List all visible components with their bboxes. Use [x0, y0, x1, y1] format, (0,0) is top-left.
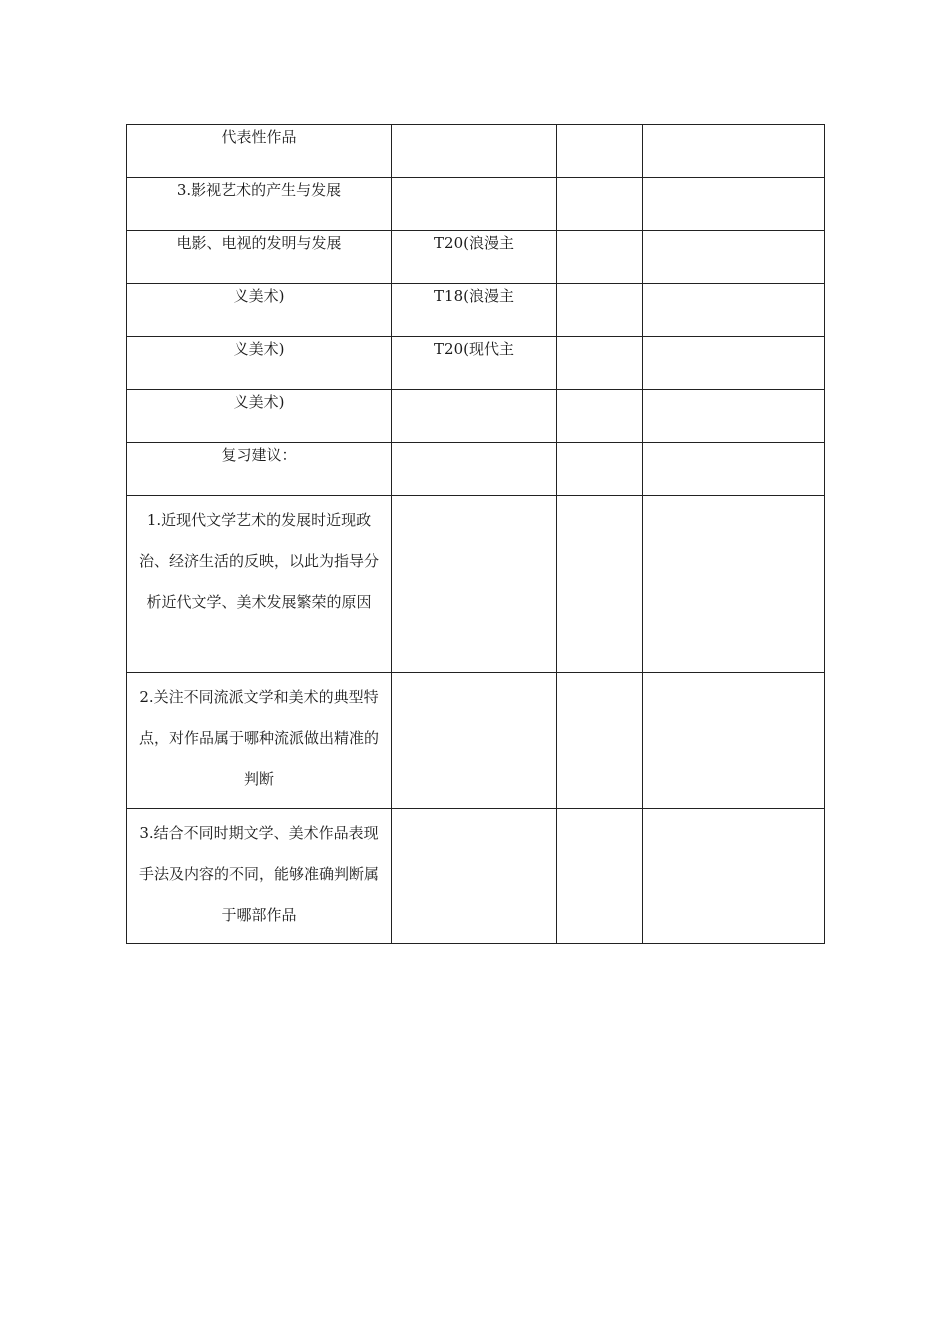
table-cell — [557, 390, 643, 443]
table-cell — [557, 125, 643, 178]
suggestion-cell: 1.近现代文学艺术的发展时近现政治、经济生活的反映，以此为指导分析近代文学、美术发展繁荣的原因 — [127, 496, 392, 673]
table-cell — [557, 809, 643, 944]
table-cell — [392, 125, 557, 178]
table-cell: T20(浪漫主 — [392, 231, 557, 284]
table-cell: 代表性作品 — [127, 125, 392, 178]
table-cell: 义美术) — [127, 337, 392, 390]
table-cell — [392, 390, 557, 443]
document-table — [126, 124, 825, 944]
table-cell — [643, 125, 825, 178]
table-cell — [643, 337, 825, 390]
table-row — [127, 390, 825, 443]
table-cell — [643, 231, 825, 284]
table-cell: 复习建议： — [127, 443, 392, 496]
table-cell — [643, 673, 825, 809]
table-cell — [392, 178, 557, 231]
table-cell — [392, 443, 557, 496]
table-cell: 电影、电视的发明与发展 — [127, 231, 392, 284]
table-cell — [557, 178, 643, 231]
table-cell — [557, 337, 643, 390]
table-row — [127, 178, 825, 231]
suggestion-cell: 2.关注不同流派文学和美术的典型特点，对作品属于哪种流派做出精准的判断 — [127, 673, 392, 809]
table-cell — [392, 809, 557, 944]
table-cell — [643, 178, 825, 231]
table-cell — [557, 284, 643, 337]
table-cell: 义美术) — [127, 284, 392, 337]
table-cell: 3.影视艺术的产生与发展 — [127, 178, 392, 231]
suggestion-cell: 3.结合不同时期文学、美术作品表现手法及内容的不同，能够准确判断属于哪部作品 — [127, 809, 392, 944]
table-cell — [643, 443, 825, 496]
table-cell — [643, 496, 825, 673]
table-cell — [557, 673, 643, 809]
table-cell — [643, 809, 825, 944]
table-cell: 义美术) — [127, 390, 392, 443]
table-cell — [557, 496, 643, 673]
table-cell — [392, 673, 557, 809]
table-row — [127, 443, 825, 496]
table-row — [127, 337, 825, 390]
table-row — [127, 673, 825, 809]
table-cell — [557, 231, 643, 284]
table-cell: T18(浪漫主 — [392, 284, 557, 337]
table-row — [127, 284, 825, 337]
table-cell: T20(现代主 — [392, 337, 557, 390]
table-cell — [643, 284, 825, 337]
table-cell — [557, 443, 643, 496]
table-cell — [392, 496, 557, 673]
table-row — [127, 125, 825, 178]
table-row — [127, 496, 825, 673]
table-cell — [643, 390, 825, 443]
table-row — [127, 809, 825, 944]
table-row — [127, 231, 825, 284]
